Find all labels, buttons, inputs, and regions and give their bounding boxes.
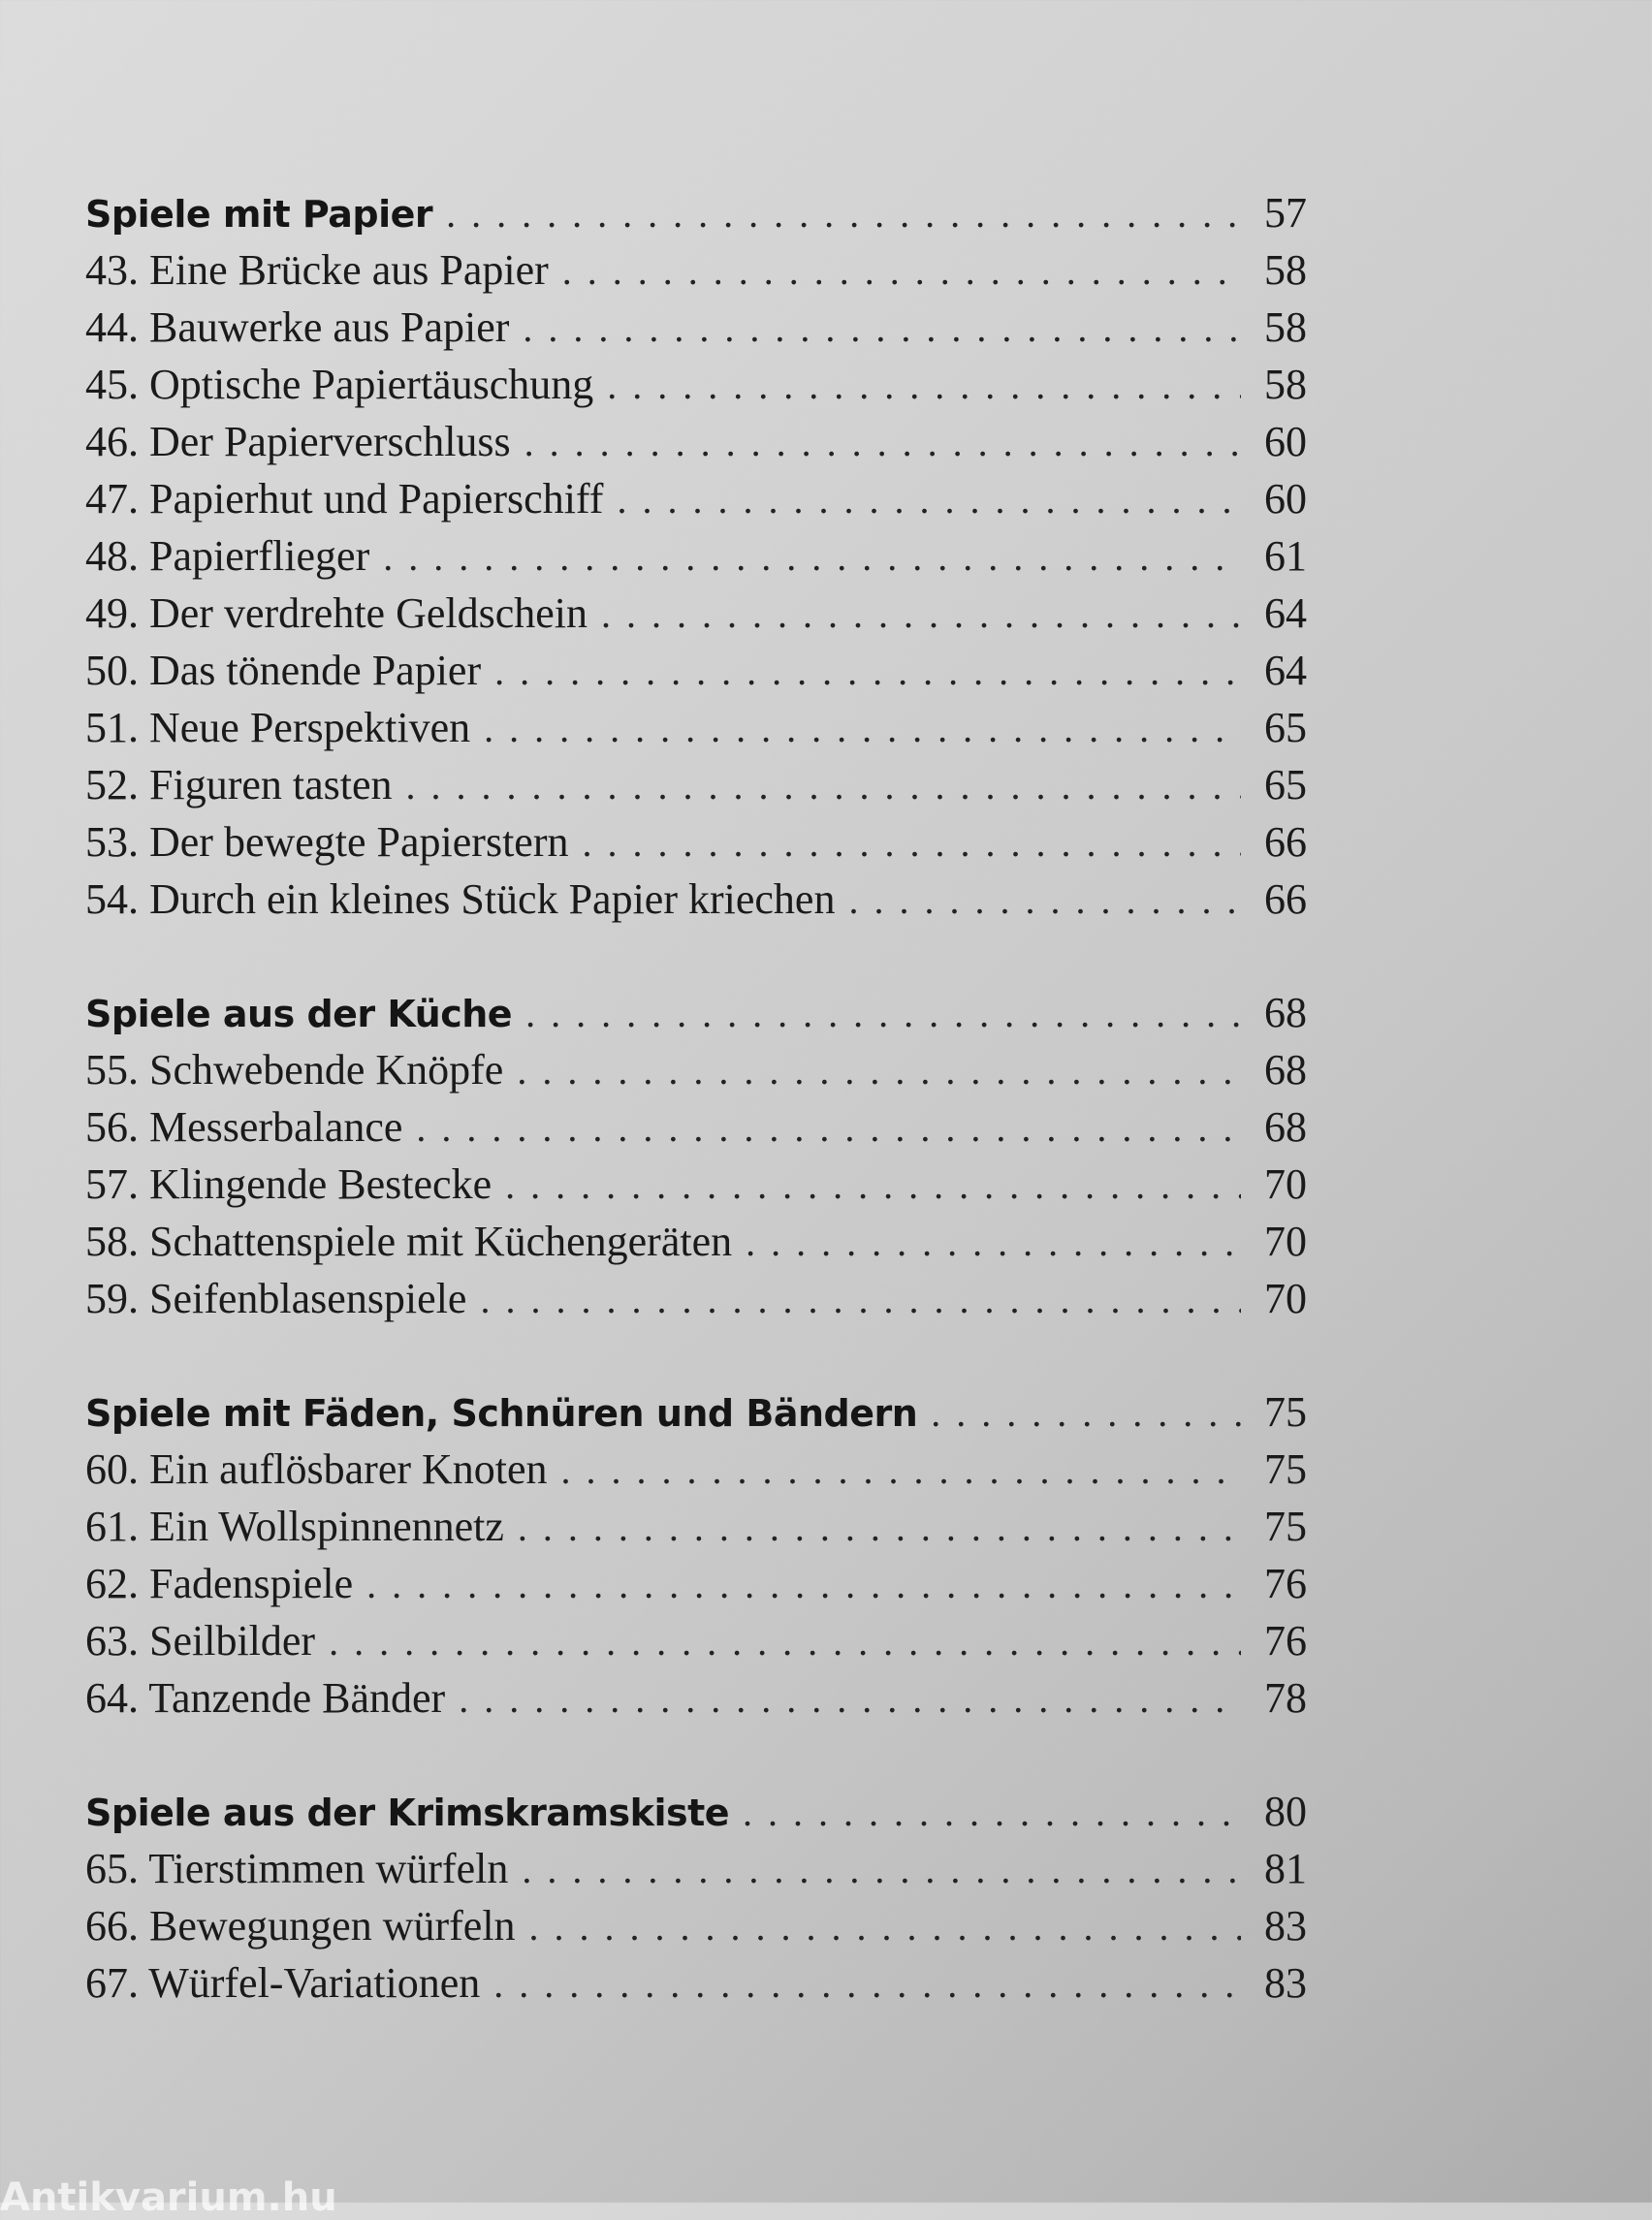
page-number: 76 (1264, 1617, 1307, 1665)
page-number: 60 (1264, 418, 1307, 465)
toc-entry (85, 1555, 1307, 1612)
section-title: Spiele mit Papier (85, 193, 433, 236)
toc-entry (85, 871, 1307, 928)
entry-title: 63. Seilbilder (85, 1617, 316, 1665)
toc-entry (85, 527, 1307, 585)
page-number: 81 (1264, 1845, 1307, 1892)
entry-title: 57. Klingende Bestecke (85, 1160, 492, 1208)
page-number: 68 (1264, 1103, 1307, 1151)
dot-leader (459, 1670, 1241, 1728)
toc-entry (85, 1840, 1307, 1897)
toc-entry (85, 1213, 1307, 1270)
dot-leader (480, 1271, 1241, 1328)
toc-entry (85, 585, 1307, 642)
dot-leader (329, 1613, 1241, 1670)
entry-title: 45. Optische Papiertäuschung (85, 361, 594, 408)
page-number: 64 (1264, 647, 1307, 694)
dot-leader (494, 643, 1241, 700)
section-heading (85, 184, 1307, 241)
toc-entry (85, 1441, 1307, 1498)
page-number: 76 (1264, 1560, 1307, 1607)
dot-leader (524, 414, 1241, 471)
toc-entry (85, 756, 1307, 813)
toc-entry (85, 699, 1307, 756)
page-number: 80 (1264, 1788, 1307, 1835)
entry-title: 64. Tanzende Bänder (85, 1674, 446, 1722)
toc-section (85, 984, 1307, 1327)
entry-title: 49. Der verdrehte Geldschein (85, 589, 588, 637)
toc-entry (85, 1897, 1307, 1954)
dot-leader (518, 1499, 1241, 1556)
toc-entry (85, 470, 1307, 527)
toc-entry (85, 356, 1307, 413)
dot-leader (523, 300, 1241, 357)
entry-title: 51. Neue Perspektiven (85, 704, 471, 751)
page-number: 68 (1264, 1046, 1307, 1094)
toc-entry (85, 1098, 1307, 1156)
dot-leader (617, 471, 1241, 528)
dot-leader (366, 1556, 1241, 1613)
dot-leader (522, 1841, 1241, 1898)
dot-leader (446, 185, 1241, 242)
dot-leader (601, 586, 1241, 643)
toc-entry (85, 642, 1307, 699)
entry-title: 54. Durch ein kleines Stück Papier kriechen (85, 875, 836, 923)
dot-leader (406, 757, 1241, 814)
page-number: 68 (1264, 989, 1307, 1036)
entry-title: 58. Schattenspiele mit Küchengeräten (85, 1218, 733, 1265)
toc-entry (85, 1156, 1307, 1213)
dot-leader (746, 1214, 1241, 1271)
section-heading (85, 984, 1307, 1041)
page-number: 83 (1264, 1959, 1307, 2007)
dot-leader (493, 1955, 1241, 2013)
page-number: 70 (1264, 1160, 1307, 1208)
page-number: 61 (1264, 532, 1307, 580)
section-title: Spiele aus der Küche (85, 993, 513, 1035)
dot-leader (484, 700, 1241, 757)
dot-leader (525, 985, 1241, 1042)
toc-section (85, 1783, 1307, 2012)
watermark: Antikvarium.hu (0, 2175, 337, 2220)
page-number: 64 (1264, 589, 1307, 637)
dot-leader (416, 1099, 1241, 1157)
entry-title: 59. Seifenblasenspiele (85, 1275, 467, 1322)
page-number: 70 (1264, 1275, 1307, 1322)
entry-title: 52. Figuren tasten (85, 761, 393, 809)
toc-entry (85, 1954, 1307, 2012)
entry-title: 50. Das tönende Papier (85, 647, 482, 694)
entry-title: 60. Ein auflösbarer Knoten (85, 1445, 548, 1493)
entry-title: 56. Messerbalance (85, 1103, 403, 1151)
toc-entry (85, 1041, 1307, 1098)
entry-title: 44. Bauwerke aus Papier (85, 303, 510, 351)
entry-title: 66. Bewegungen würfeln (85, 1902, 516, 1950)
dot-leader (562, 242, 1241, 300)
toc-entry (85, 241, 1307, 299)
entry-title: 55. Schwebende Knöpfe (85, 1046, 504, 1094)
dot-leader (517, 1042, 1241, 1099)
page-number: 65 (1264, 761, 1307, 809)
toc-entry (85, 813, 1307, 871)
entry-title: 67. Würfel-Variationen (85, 1959, 481, 2007)
section-heading (85, 1783, 1307, 1840)
entry-title: 65. Tierstimmen würfeln (85, 1845, 509, 1892)
dot-leader (931, 1384, 1241, 1442)
entry-title: 48. Papierflieger (85, 532, 370, 580)
page-number: 78 (1264, 1674, 1307, 1722)
section-heading (85, 1383, 1307, 1441)
page-number: 70 (1264, 1218, 1307, 1265)
entry-title: 62. Fadenspiele (85, 1560, 354, 1607)
toc-entry (85, 1498, 1307, 1555)
entry-title: 61. Ein Wollspinnennetz (85, 1503, 504, 1550)
page-number: 75 (1264, 1503, 1307, 1550)
toc-section (85, 1383, 1307, 1727)
page-number: 60 (1264, 475, 1307, 523)
entry-title: 46. Der Papierverschluss (85, 418, 511, 465)
page-number: 75 (1264, 1445, 1307, 1493)
page-number: 58 (1264, 361, 1307, 408)
section-title: Spiele mit Fäden, Schnüren und Bändern (85, 1392, 918, 1435)
dot-leader (848, 872, 1241, 929)
toc-entry (85, 1270, 1307, 1327)
toc-entry (85, 299, 1307, 356)
page-number: 66 (1264, 875, 1307, 923)
page-number: 66 (1264, 818, 1307, 866)
toc-section (85, 184, 1307, 928)
page-number: 75 (1264, 1388, 1307, 1436)
dot-leader (561, 1442, 1241, 1499)
bleed-through-text (1330, 184, 1621, 1735)
page-number: 58 (1264, 246, 1307, 294)
entry-title: 43. Eine Brücke aus Papier (85, 246, 549, 294)
table-of-contents (85, 184, 1307, 2068)
toc-entry (85, 1669, 1307, 1727)
page-number: 58 (1264, 303, 1307, 351)
dot-leader (743, 1784, 1241, 1841)
entry-title: 53. Der bewegte Papierstern (85, 818, 569, 866)
dot-leader (529, 1898, 1241, 1955)
dot-leader (383, 528, 1241, 586)
dot-leader (505, 1157, 1241, 1214)
toc-entry (85, 413, 1307, 470)
entry-title: 47. Papierhut und Papierschiff (85, 475, 604, 523)
page-number: 65 (1264, 704, 1307, 751)
dot-leader (582, 814, 1241, 872)
section-title: Spiele aus der Krimskramskiste (85, 1792, 730, 1834)
page-number: 83 (1264, 1902, 1307, 1950)
dot-leader (607, 357, 1241, 414)
toc-entry (85, 1612, 1307, 1669)
page-number: 57 (1264, 189, 1307, 237)
